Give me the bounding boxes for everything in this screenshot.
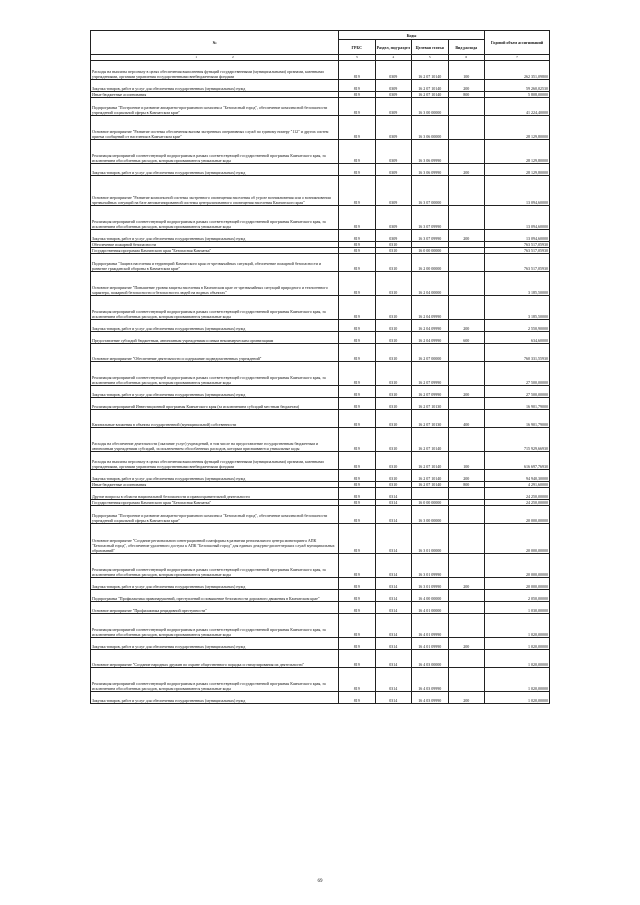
expense-type-cell: 200 bbox=[448, 164, 485, 176]
target-article-cell: 16 3 01 09990 bbox=[412, 554, 449, 578]
target-article-cell: 16 4 01 09990 bbox=[412, 614, 449, 638]
target-article-cell: 16 2 07 09990 bbox=[412, 362, 449, 386]
section-cell: 0309 bbox=[375, 176, 412, 206]
row-name-cell: Основное мероприятие "Повышение уровня защиты населения в Камчатском крае от чрезвычайных ситуаций природного и техногенного характера, пожарной безопасности и безопасности людей на водных объектах" bbox=[91, 272, 339, 296]
row-name-cell: Закупка товаров, работ и услуг для обеспечения государственных (муниципальных) нужд bbox=[91, 164, 339, 176]
target-article-cell: 16 4 01 00000 bbox=[412, 602, 449, 614]
grbs-cell: 819 bbox=[339, 470, 376, 482]
target-article-cell: 16 2 07 10140 bbox=[412, 80, 449, 92]
amount-cell: 2 550,90000 bbox=[485, 320, 550, 332]
expense-type-cell: 200 bbox=[448, 470, 485, 482]
target-article-cell: 16 3 01 09990 bbox=[412, 578, 449, 590]
grbs-cell: 819 bbox=[339, 164, 376, 176]
amount-cell: 94 940,30000 bbox=[485, 470, 550, 482]
row-name-cell: Реализация мероприятий Инвестиционной программы Камчатского края (за исключением субсидий местным бюджетам) bbox=[91, 398, 339, 410]
target-article-cell: 16 2 07 00000 bbox=[412, 344, 449, 362]
grbs-cell: 819 bbox=[339, 638, 376, 650]
expense-type-cell bbox=[448, 98, 485, 116]
expense-type-cell: 200 bbox=[448, 230, 485, 242]
column-number: 1 2 bbox=[91, 55, 339, 61]
amount-cell: 3 185,50000 bbox=[485, 296, 550, 320]
expense-type-cell: 200 bbox=[448, 692, 485, 704]
expense-type-cell bbox=[448, 668, 485, 692]
amount-cell: 24 250,00000 bbox=[485, 500, 550, 506]
target-article-cell: 16 2 07 10130 bbox=[412, 398, 449, 410]
table-row bbox=[91, 230, 550, 242]
row-name-cell: Основное мероприятие "Создание народных дружин по охране общественного порядка и стимулирования их деятельности" bbox=[91, 650, 339, 668]
column-number: 3 bbox=[339, 55, 376, 61]
grbs-cell: 819 bbox=[339, 344, 376, 362]
row-name-cell: Расходы на выплаты персоналу в целях обеспечения выполнения функций государственными (муниципальными) органами, казенными учреждениями, органами управления государственными внебюджетными фондами bbox=[91, 61, 339, 80]
section-cell: 0314 bbox=[375, 614, 412, 638]
expense-type-cell bbox=[448, 362, 485, 386]
amount-cell: 16 901,79000 bbox=[485, 410, 550, 428]
expense-type-cell bbox=[448, 554, 485, 578]
section-cell: 0314 bbox=[375, 650, 412, 668]
row-name-cell: Закупка товаров, работ и услуг для обеспечения государственных (муниципальных) нужд bbox=[91, 578, 339, 590]
expense-type-cell bbox=[448, 116, 485, 140]
header-annual-volume: Годовой объем ассигнований bbox=[485, 31, 550, 55]
row-name-cell: Реализация мероприятий соответствующей подпрограммы в рамках соответствующей государственной программы Камчатского края, за исключением обособленных расходов, которым присваиваются уникальные коды bbox=[91, 140, 339, 164]
section-cell: 0310 bbox=[375, 398, 412, 410]
expense-type-cell: 200 bbox=[448, 386, 485, 398]
table-row bbox=[91, 668, 550, 692]
row-name-cell: Реализация мероприятий соответствующей подпрограммы в рамках соответствующей государственной программы Камчатского края, за исключением обособленных расходов, которым присваиваются уникальные коды bbox=[91, 362, 339, 386]
header-target-article: Целевая статья bbox=[412, 40, 449, 55]
grbs-cell: 819 bbox=[339, 482, 376, 488]
target-article-cell: 16 3 06 00000 bbox=[412, 116, 449, 140]
header-codes: Коды bbox=[339, 31, 485, 40]
row-name-cell: Закупка товаров, работ и услуг для обеспечения государственных (муниципальных) нужд bbox=[91, 320, 339, 332]
grbs-cell: 819 bbox=[339, 230, 376, 242]
grbs-cell: 819 bbox=[339, 386, 376, 398]
target-article-cell: 16 3 00 00000 bbox=[412, 506, 449, 524]
expense-type-cell: 200 bbox=[448, 638, 485, 650]
amount-cell: 1 020,00000 bbox=[485, 638, 550, 650]
section-cell: 0314 bbox=[375, 500, 412, 506]
row-name-cell: Расходы на выплаты персоналу в целях обеспечения выполнения функций государственными (муниципальными) органами, казенными учреждениями, органами управления государственными внебюджетными фондами bbox=[91, 452, 339, 470]
target-article-cell: 16 4 03 00000 bbox=[412, 650, 449, 668]
section-cell: 0310 bbox=[375, 272, 412, 296]
target-article-cell: 16 3 06 09990 bbox=[412, 164, 449, 176]
header-grbs: ГРБС bbox=[339, 40, 376, 55]
target-article-cell: 16 3 07 09990 bbox=[412, 206, 449, 230]
table-row bbox=[91, 602, 550, 614]
row-name-cell: Обеспечение пожарной безопасности bbox=[91, 242, 339, 248]
page-number: 69 bbox=[317, 879, 323, 884]
row-name-cell: Основное мероприятие "Развитие системы обеспечения вызова экстренных оперативных служб по единому номеру "112" и других систем приема сообщений от населения в Камчатском крае" bbox=[91, 116, 339, 140]
expense-type-cell bbox=[448, 272, 485, 296]
section-cell: 0314 bbox=[375, 668, 412, 692]
table-row bbox=[91, 590, 550, 602]
grbs-cell: 819 bbox=[339, 61, 376, 80]
target-article-cell: 16 2 07 10140 bbox=[412, 428, 449, 452]
table-row bbox=[91, 80, 550, 92]
amount-cell: 1 020,00000 bbox=[485, 650, 550, 668]
row-name-cell: Иные бюджетные ассигнования bbox=[91, 482, 339, 488]
grbs-cell: 819 bbox=[339, 578, 376, 590]
table-row bbox=[91, 296, 550, 320]
amount-cell: 41 224,40000 bbox=[485, 98, 550, 116]
expense-type-cell: 800 bbox=[448, 482, 485, 488]
section-cell: 0314 bbox=[375, 578, 412, 590]
section-cell: 0310 bbox=[375, 386, 412, 398]
row-name-cell: Реализация мероприятий соответствующей подпрограммы в рамках соответствующей государственной программы Камчатского края, за исключением обособленных расходов, которым присваиваются уникальные коды bbox=[91, 554, 339, 578]
row-name-cell: Подпрограмма "Защита населения и территорий Камчатского края от чрезвычайных ситуаций, обеспечение пожарной безопасности и развитие гражданской обороны в Камчатском крае" bbox=[91, 254, 339, 272]
amount-cell: 763 517,05930 bbox=[485, 242, 550, 248]
expense-type-cell: 800 bbox=[448, 92, 485, 98]
header-section: Раздел, под-раздел bbox=[375, 40, 412, 55]
table-row bbox=[91, 344, 550, 362]
table-row bbox=[91, 206, 550, 230]
table-row bbox=[91, 692, 550, 704]
amount-cell: 27 500,00000 bbox=[485, 362, 550, 386]
grbs-cell: 819 bbox=[339, 668, 376, 692]
row-name-cell: Закупка товаров, работ и услуг для обеспечения государственных (муниципальных) нужд bbox=[91, 230, 339, 242]
amount-cell: 16 901,79000 bbox=[485, 398, 550, 410]
grbs-cell: 819 bbox=[339, 296, 376, 320]
grbs-cell: 819 bbox=[339, 554, 376, 578]
section-cell: 0310 bbox=[375, 332, 412, 344]
section-cell: 0309 bbox=[375, 116, 412, 140]
section-cell: 0310 bbox=[375, 362, 412, 386]
grbs-cell: 819 bbox=[339, 410, 376, 428]
target-article-cell: 16 4 03 09990 bbox=[412, 668, 449, 692]
section-cell: 0309 bbox=[375, 230, 412, 242]
grbs-cell: 819 bbox=[339, 692, 376, 704]
section-cell: 0314 bbox=[375, 692, 412, 704]
grbs-cell: 819 bbox=[339, 272, 376, 296]
section-cell: 0309 bbox=[375, 92, 412, 98]
row-name-cell: Основное мероприятие "Создание регионального интеграционной платформы в развитии регионального центра мониторинга АПК "Безопасный город", обеспечение удаленного доступа к АПК "Безопасный город" для единых дежурно-диспетчерских служб муниципальных образований" bbox=[91, 524, 339, 554]
column-number: 5 bbox=[412, 55, 449, 61]
section-cell: 0309 bbox=[375, 80, 412, 92]
amount-cell: 3 185,50000 bbox=[485, 272, 550, 296]
grbs-cell: 819 bbox=[339, 614, 376, 638]
table-row bbox=[91, 116, 550, 140]
target-article-cell: 16 2 07 09990 bbox=[412, 386, 449, 398]
amount-cell: 1 020,00000 bbox=[485, 668, 550, 692]
row-name-cell: Реализация мероприятий соответствующей подпрограммы в рамках соответствующей государственной программы Камчатского края, за исключением обособленных расходов, которым присваиваются уникальные коды bbox=[91, 206, 339, 230]
table-row bbox=[91, 488, 550, 500]
header-number: № bbox=[91, 31, 339, 55]
section-cell: 0310 bbox=[375, 254, 412, 272]
row-name-cell: Закупка товаров, работ и услуг для обеспечения государственных (муниципальных) нужд bbox=[91, 80, 339, 92]
expense-type-cell bbox=[448, 428, 485, 452]
target-article-cell: 16 4 01 09990 bbox=[412, 638, 449, 650]
table-row bbox=[91, 614, 550, 638]
row-name-cell: Основное мероприятие "Обеспечение деятельности и содержание подведомственных учреждений" bbox=[91, 344, 339, 362]
expense-type-cell bbox=[448, 488, 485, 500]
table-header-row bbox=[91, 31, 550, 40]
table-row bbox=[91, 398, 550, 410]
section-cell: 0310 bbox=[375, 248, 412, 254]
target-article-cell: 16 2 00 00000 bbox=[412, 254, 449, 272]
column-number: 4 bbox=[375, 55, 412, 61]
section-cell: 0310 bbox=[375, 428, 412, 452]
amount-cell: 28 129,80000 bbox=[485, 116, 550, 140]
row-name-cell: Основное мероприятие "Профилактика рецидивной преступности" bbox=[91, 602, 339, 614]
expense-type-cell bbox=[448, 614, 485, 638]
target-article-cell: 16 2 07 10140 bbox=[412, 482, 449, 488]
amount-cell: 2 050,00000 bbox=[485, 590, 550, 602]
row-name-cell: Иные бюджетные ассигнования bbox=[91, 92, 339, 98]
target-article-cell: 16 4 00 00000 bbox=[412, 590, 449, 602]
section-cell: 0309 bbox=[375, 206, 412, 230]
column-number: 7 bbox=[485, 55, 550, 61]
expense-type-cell bbox=[448, 524, 485, 554]
section-cell: 0314 bbox=[375, 488, 412, 500]
amount-cell: 13 094,60000 bbox=[485, 206, 550, 230]
amount-cell: 20 000,00000 bbox=[485, 506, 550, 524]
expense-type-cell: 600 bbox=[448, 332, 485, 344]
target-article-cell: 16 3 07 00000 bbox=[412, 176, 449, 206]
table-row bbox=[91, 362, 550, 386]
amount-cell: 1 020,00000 bbox=[485, 692, 550, 704]
grbs-cell: 819 bbox=[339, 506, 376, 524]
amount-cell: 715 929,66930 bbox=[485, 428, 550, 452]
amount-cell: 760 331,55930 bbox=[485, 344, 550, 362]
target-article-cell: 16 3 01 00000 bbox=[412, 524, 449, 554]
table-row bbox=[91, 176, 550, 206]
expense-type-cell: 200 bbox=[448, 578, 485, 590]
amount-cell: 28 129,80000 bbox=[485, 164, 550, 176]
table-row bbox=[91, 320, 550, 332]
section-cell: 0314 bbox=[375, 554, 412, 578]
table-row bbox=[91, 98, 550, 116]
grbs-cell: 819 bbox=[339, 206, 376, 230]
table-row bbox=[91, 524, 550, 554]
table-row bbox=[91, 254, 550, 272]
amount-cell: 20 000,00000 bbox=[485, 578, 550, 590]
table-row bbox=[91, 578, 550, 590]
amount-cell: 262 351,09800 bbox=[485, 61, 550, 80]
amount-cell: 20 000,00000 bbox=[485, 524, 550, 554]
section-cell: 0310 bbox=[375, 410, 412, 428]
section-cell: 0309 bbox=[375, 61, 412, 80]
section-cell: 0310 bbox=[375, 470, 412, 482]
amount-cell: 763 517,05930 bbox=[485, 254, 550, 272]
row-name-cell: Закупка товаров, работ и услуг для обеспечения государственных (муниципальных) нужд bbox=[91, 386, 339, 398]
grbs-cell: 819 bbox=[339, 116, 376, 140]
expense-type-cell bbox=[448, 176, 485, 206]
target-article-cell: 16 4 03 09990 bbox=[412, 692, 449, 704]
expense-type-cell: 200 bbox=[448, 320, 485, 332]
table-row bbox=[91, 452, 550, 470]
header-expense-type: Вид расхода bbox=[448, 40, 485, 55]
table-row bbox=[91, 332, 550, 344]
row-name-cell: Расходы на обеспечение деятельности (оказание услуг) учреждений, в том числе на предоставление государственным бюджетным и автономным учреждениям субсидий, за исключением обособленных расходов, которым присваиваются уникальные коды bbox=[91, 428, 339, 452]
amount-cell: 1 030,00000 bbox=[485, 602, 550, 614]
amount-cell: 27 500,00000 bbox=[485, 386, 550, 398]
grbs-cell: 819 bbox=[339, 452, 376, 470]
section-cell: 0314 bbox=[375, 638, 412, 650]
grbs-cell: 819 bbox=[339, 500, 376, 506]
section-cell: 0314 bbox=[375, 602, 412, 614]
target-article-cell: 16 2 07 10140 bbox=[412, 92, 449, 98]
table-row bbox=[91, 272, 550, 296]
budget-table bbox=[90, 30, 550, 704]
target-article-cell: 16 2 07 10140 bbox=[412, 452, 449, 470]
table-row bbox=[91, 61, 550, 80]
table-row bbox=[91, 554, 550, 578]
grbs-cell: 819 bbox=[339, 98, 376, 116]
grbs-cell: 819 bbox=[339, 80, 376, 92]
expense-type-cell bbox=[448, 398, 485, 410]
target-article-cell: 16 2 07 10130 bbox=[412, 410, 449, 428]
section-cell: 0310 bbox=[375, 344, 412, 362]
target-article-cell bbox=[412, 488, 449, 500]
grbs-cell: 819 bbox=[339, 242, 376, 248]
target-article-cell: 16 2 07 10140 bbox=[412, 470, 449, 482]
table-row bbox=[91, 164, 550, 176]
row-name-cell: Подпрограмма "Построение и развитие аппаратно-программного комплекса "Безопасный город", обеспечение комплексной безопасности учреждений социальной сферы в Камчатском крае" bbox=[91, 506, 339, 524]
target-article-cell: 16 2 07 10140 bbox=[412, 61, 449, 80]
table-row bbox=[91, 410, 550, 428]
section-cell: 0314 bbox=[375, 524, 412, 554]
grbs-cell: 819 bbox=[339, 254, 376, 272]
section-cell: 0309 bbox=[375, 140, 412, 164]
row-name-cell: Реализация мероприятий соответствующей подпрограммы в рамках соответствующей государственной программы Камчатского края, за исключением обособленных расходов, которым присваиваются уникальные коды bbox=[91, 668, 339, 692]
expense-type-cell: 100 bbox=[448, 452, 485, 470]
amount-cell: 763 517,05930 bbox=[485, 248, 550, 254]
amount-cell: 634,60000 bbox=[485, 332, 550, 344]
amount-cell: 5 808,00000 bbox=[485, 92, 550, 98]
section-cell: 0310 bbox=[375, 452, 412, 470]
amount-cell: 13 094,60000 bbox=[485, 176, 550, 206]
grbs-cell: 819 bbox=[339, 92, 376, 98]
table-body bbox=[91, 61, 550, 704]
table-row bbox=[91, 428, 550, 452]
row-name-cell: Закупка товаров, работ и услуг для обеспечения государственных (муниципальных) нужд bbox=[91, 470, 339, 482]
amount-cell: 59 260,02530 bbox=[485, 80, 550, 92]
table-row bbox=[91, 650, 550, 668]
section-cell: 0310 bbox=[375, 320, 412, 332]
row-name-cell: Подпрограмма "Профилактика правонарушений, преступлений и повышение безопасности дорожного движения в Камчатском крае" bbox=[91, 590, 339, 602]
row-name-cell: Другие вопросы в области национальной безопасности и правоохранительной деятельности bbox=[91, 488, 339, 500]
amount-cell: 13 094,60000 bbox=[485, 230, 550, 242]
target-article-cell: 16 0 00 00000 bbox=[412, 500, 449, 506]
table-row bbox=[91, 386, 550, 398]
section-cell: 0314 bbox=[375, 590, 412, 602]
section-cell: 0309 bbox=[375, 164, 412, 176]
target-article-cell: 16 2 04 09990 bbox=[412, 332, 449, 344]
row-name-cell: Предоставление субсидий бюджетным, автономным учреждениям и иным некоммерческим организациям bbox=[91, 332, 339, 344]
amount-cell: 1 020,00000 bbox=[485, 614, 550, 638]
table-row bbox=[91, 470, 550, 482]
grbs-cell: 819 bbox=[339, 650, 376, 668]
section-cell: 0314 bbox=[375, 506, 412, 524]
row-name-cell: Государственная программа Камчатского края "Безопасная Камчатка" bbox=[91, 248, 339, 254]
expense-type-cell bbox=[448, 344, 485, 362]
grbs-cell: 819 bbox=[339, 362, 376, 386]
grbs-cell: 819 bbox=[339, 398, 376, 410]
expense-type-cell bbox=[448, 254, 485, 272]
expense-type-cell bbox=[448, 650, 485, 668]
column-number: 6 bbox=[448, 55, 485, 61]
target-article-cell: 16 2 04 09990 bbox=[412, 320, 449, 332]
expense-type-cell bbox=[448, 206, 485, 230]
grbs-cell: 819 bbox=[339, 488, 376, 500]
expense-type-cell: 100 bbox=[448, 61, 485, 80]
target-article-cell: 16 0 00 00000 bbox=[412, 248, 449, 254]
expense-type-cell: 400 bbox=[448, 410, 485, 428]
grbs-cell: 819 bbox=[339, 428, 376, 452]
amount-cell: 4 291,60000 bbox=[485, 482, 550, 488]
amount-cell: 24 250,00000 bbox=[485, 488, 550, 500]
target-article-cell: 16 3 07 09990 bbox=[412, 230, 449, 242]
row-name-cell: Закупка товаров, работ и услуг для обеспечения государственных (муниципальных) нужд bbox=[91, 638, 339, 650]
target-article-cell: 16 2 04 09990 bbox=[412, 296, 449, 320]
section-cell: 0309 bbox=[375, 98, 412, 116]
row-name-cell: Основное мероприятие "Развитие комплексной системы экстренного оповещения населения об угрозе возникновения или о возникновении чрезвычайных ситуаций на базе автоматизированной системы централизованного оповещения населения Камчатского края" bbox=[91, 176, 339, 206]
row-name-cell: Капитальные вложения в объекты государственной (муниципальной) собственности bbox=[91, 410, 339, 428]
target-article-cell: 16 2 04 00000 bbox=[412, 272, 449, 296]
section-cell: 0310 bbox=[375, 242, 412, 248]
expense-type-cell bbox=[448, 590, 485, 602]
row-name-cell: Государственная программа Камчатского края "Безопасная Камчатка" bbox=[91, 500, 339, 506]
grbs-cell: 819 bbox=[339, 140, 376, 164]
row-name-cell: Реализация мероприятий соответствующей подпрограммы в рамках соответствующей государственной программы Камчатского края, за исключением обособленных расходов, которым присваиваются уникальные коды bbox=[91, 614, 339, 638]
grbs-cell: 819 bbox=[339, 248, 376, 254]
grbs-cell: 819 bbox=[339, 590, 376, 602]
table-row bbox=[91, 140, 550, 164]
expense-type-cell: 200 bbox=[448, 80, 485, 92]
target-article-cell: 16 3 00 00000 bbox=[412, 98, 449, 116]
table-row bbox=[91, 638, 550, 650]
table-row bbox=[91, 506, 550, 524]
amount-cell: 616 697,76930 bbox=[485, 452, 550, 470]
section-cell: 0310 bbox=[375, 482, 412, 488]
expense-type-cell bbox=[448, 296, 485, 320]
grbs-cell: 819 bbox=[339, 332, 376, 344]
row-name-cell: Реализация мероприятий соответствующей подпрограммы в рамках соответствующей государственной программы Камчатского края, за исключением обособленных расходов, которым присваиваются уникальные коды bbox=[91, 296, 339, 320]
grbs-cell: 819 bbox=[339, 524, 376, 554]
row-name-cell: Подпрограмма "Построение и развитие аппаратно-программного комплекса "Безопасный город", обеспечение комплексной безопасности учреждений социальной сферы в Камчатском крае" bbox=[91, 98, 339, 116]
row-name-cell: Закупка товаров, работ и услуг для обеспечения государственных (муниципальных) нужд bbox=[91, 692, 339, 704]
grbs-cell: 819 bbox=[339, 176, 376, 206]
expense-type-cell bbox=[448, 602, 485, 614]
amount-cell: 20 000,00000 bbox=[485, 554, 550, 578]
expense-type-cell bbox=[448, 506, 485, 524]
amount-cell: 28 129,80000 bbox=[485, 140, 550, 164]
target-article-cell: 16 3 06 09990 bbox=[412, 140, 449, 164]
grbs-cell: 819 bbox=[339, 320, 376, 332]
section-cell: 0310 bbox=[375, 296, 412, 320]
grbs-cell: 819 bbox=[339, 602, 376, 614]
expense-type-cell bbox=[448, 140, 485, 164]
